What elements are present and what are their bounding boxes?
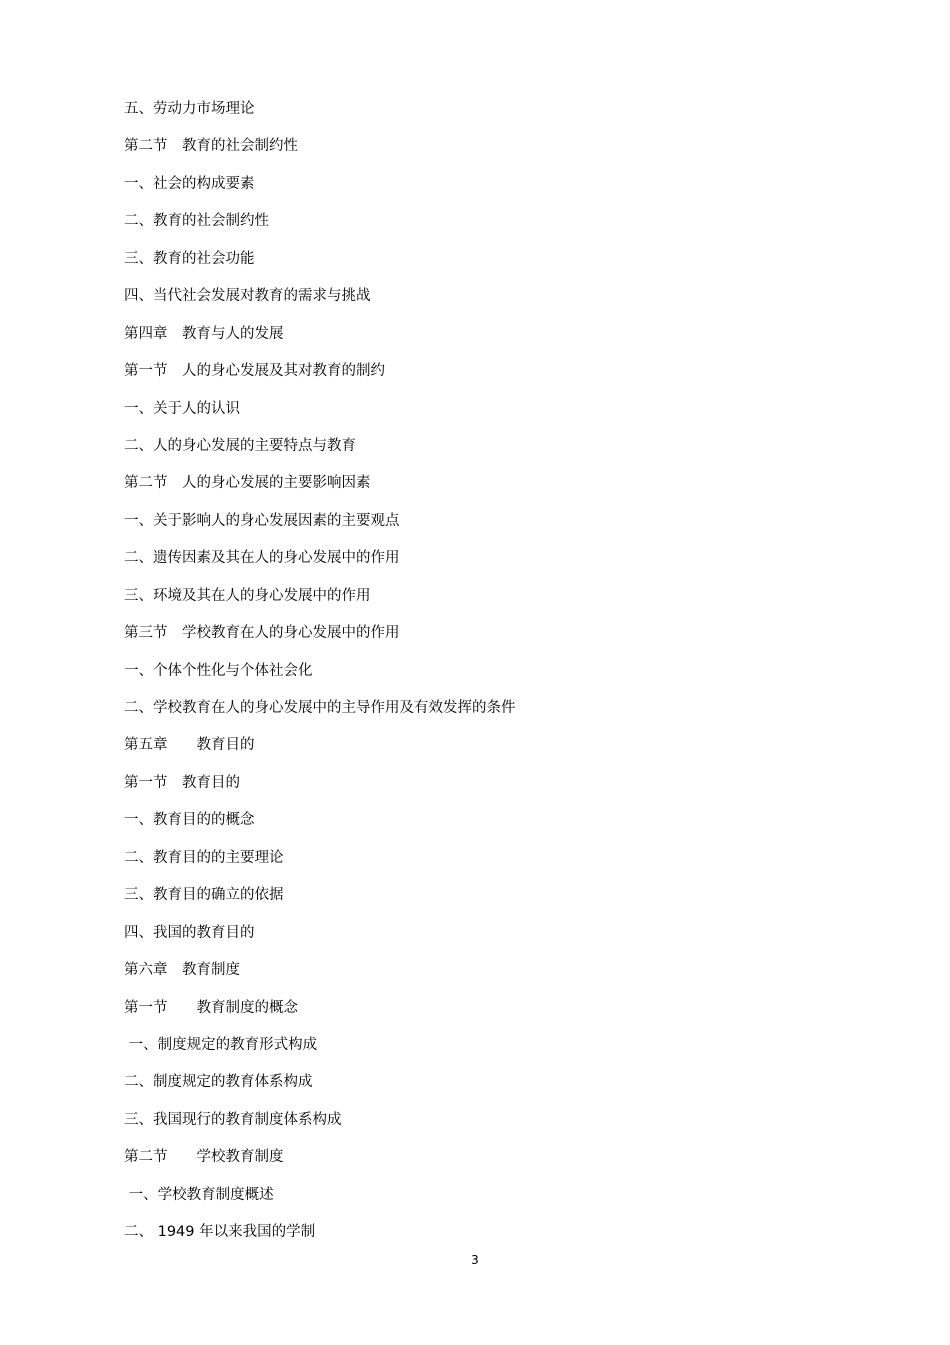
outline-line: 第一节 教育目的: [124, 774, 240, 791]
outline-line: 一、关于人的认识: [124, 400, 240, 417]
outline-line: 二、教育的社会制约性: [124, 213, 269, 230]
outline-line: 第二节 教育的社会制约性: [124, 138, 298, 155]
outline-line: 三、教育的社会功能: [124, 250, 255, 267]
outline-line: 第四章 教育与人的发展: [124, 325, 284, 342]
outline-line: 一、教育目的的概念: [124, 812, 255, 829]
outline-line: 第二节 学校教育制度: [124, 1149, 284, 1166]
outline-line: 二、人的身心发展的主要特点与教育: [124, 437, 356, 454]
outline-line: 第三节 学校教育在人的身心发展中的作用: [124, 625, 400, 642]
outline-line: 二、遗传因素及其在人的身心发展中的作用: [124, 550, 400, 567]
outline-line: 二、学校教育在人的身心发展中的主导作用及有效发挥的条件: [124, 700, 516, 716]
outline-line: 四、我国的教育目的: [124, 924, 255, 941]
outline-line: 一、制度规定的教育形式构成: [124, 1036, 318, 1053]
outline-line: 一、学校教育制度概述: [124, 1186, 274, 1203]
outline-line: 二、 1949 年以来我国的学制: [124, 1224, 316, 1241]
outline-line: 三、环境及其在人的身心发展中的作用: [124, 587, 371, 604]
page-number: 3: [471, 1253, 479, 1267]
outline-line: 二、教育目的的主要理论: [124, 849, 284, 866]
outline-line: 四、当代社会发展对教育的需求与挑战: [124, 288, 371, 305]
outline-line: 第一节 人的身心发展及其对教育的制约: [124, 363, 385, 380]
outline-line: 五、劳动力市场理论: [124, 101, 255, 117]
outline-line: 二、制度规定的教育体系构成: [124, 1074, 313, 1091]
outline-list: [124, 98, 884, 1259]
outline-line: 一、关于影响人的身心发展因素的主要观点: [124, 512, 400, 529]
outline-line: 三、教育目的确立的依据: [124, 887, 284, 904]
outline-line: 第二节 人的身心发展的主要影响因素: [124, 475, 371, 492]
outline-line: 一、社会的构成要素: [124, 175, 255, 192]
outline-line: 第五章 教育目的: [124, 737, 255, 754]
outline-line: 第一节 教育制度的概念: [124, 999, 298, 1016]
outline-line: 一、个体个性化与个体社会化: [124, 662, 313, 679]
outline-line: 第六章 教育制度: [124, 962, 240, 979]
outline-line: 三、我国现行的教育制度体系构成: [124, 1111, 342, 1128]
